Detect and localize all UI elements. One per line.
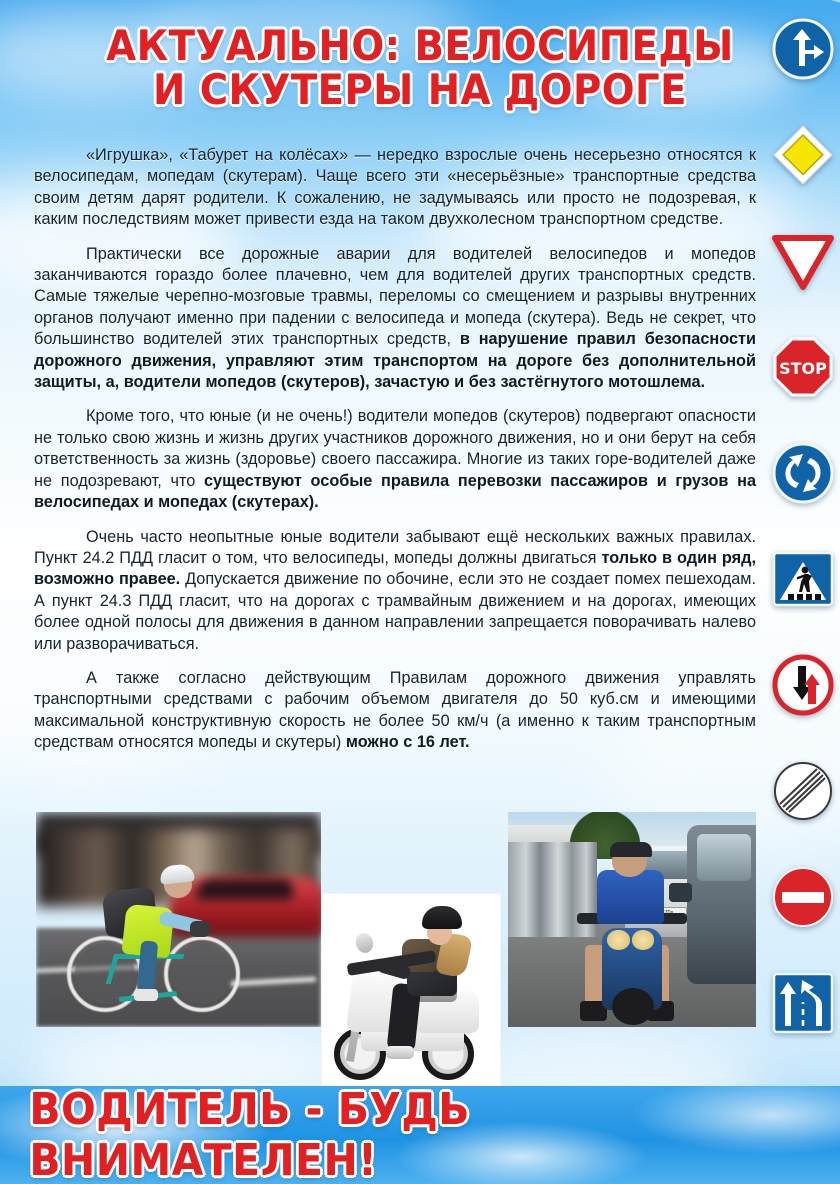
title-line-2: И СКУТЕРЫ НА ДОРОГЕ xyxy=(153,64,687,114)
paragraph: Практически все дорожные аварии для водителей велосипедов и мопедов заканчиваются гораздо более плачевно, чем для водителей других транспортных средств. Самые тяжелые черепно-мозговые травмы, переломы со смещением и разрывы внутренних органов получают именно при падении с велосипеда и мопеда (скутера). Ведь не секрет, что большинство водителей этих транспортных средств, в нарушение правил безопасности дорожного движения, управляют этим транспортом на дороге без дополнительной защиты, а, водители мопедов (скутеров), зачастую и без застёгнутого мотошлема. xyxy=(34,244,756,392)
end-of-all-restrictions-sign xyxy=(772,760,834,822)
photo-scooter-traffic xyxy=(508,812,756,1027)
paragraph: А также согласно действующим Правилам дорожного движения управлять транспортными средствами с рабочим объемом двигателя до 50 куб.см и имеющими максимальной конструктивную скорость не более 50 км/ч (а именно к таким транспортным средствам относятся мопеды и скутеры) можно с 16 лет. xyxy=(34,668,756,752)
photo-girl-scooter xyxy=(322,894,500,1090)
photo-scooter-traffic-scene xyxy=(508,812,756,1027)
photo-cyclist-scene xyxy=(36,812,321,1027)
bottom-banner xyxy=(0,1086,840,1184)
pedestrian-crossing-sign xyxy=(772,548,834,610)
stop-sign xyxy=(772,336,834,398)
priority-oncoming-sign xyxy=(772,654,834,716)
priority-road-sign xyxy=(772,124,834,186)
give-way-sign xyxy=(772,230,834,292)
paragraph: Кроме того, что юные (и не очень!) водители мопедов (скутеров) подвергают опасности не только свою жизнь и жизнь других участников дорожного движения, но и они берут на себя ответственность за жизнь (здоровье) своего пассажира. Многие из таких горе-водителей даже не подозревают, что существуют особые правила перевозки пассажиров и грузов на велосипедах и мопедах (скутерах). xyxy=(34,407,757,512)
road-sign-rail xyxy=(768,18,840,1078)
paragraph: «Игрушка», «Табурет на колёсах» — нередко взрослые очень несерьезно относятся к велосипедам, мопедам (скутерам). Чаще всего эти «несерьёзные» транспортные средства своим детям дарят родители. К сожалению, не задумываясь или просто не подозревая, к каким последствиям может привести езда на таком двухколесном транспортном средстве. xyxy=(34,146,756,229)
roundabout-sign xyxy=(772,442,834,504)
title-line-1: АКТУАЛЬНО: ВЕЛОСИПЕДЫ xyxy=(106,21,734,70)
svg-text:STOP: STOP xyxy=(779,359,827,378)
paragraph: Очень часто неопытные юные водители забывают ещё нескольких важных правилах. Пункт 24.2 ПДД гласит о том, что велосипеды, мопеды должны двигаться только в один ряд, возможно правее. Допускается движение по обочине, если это не создает помех пешеходам. А пункт 24.3 ПДД гласит, что на дорогах с трамвайным движением и на дорогах, имеющих более одной полосы для движения в данном направлении запрещается поворачивать налево или разворачиваться. xyxy=(34,527,756,653)
poster-title xyxy=(0,21,840,114)
photo-girl-scooter-scene xyxy=(322,894,500,1090)
no-entry-sign xyxy=(772,866,834,928)
photo-cyclist xyxy=(36,812,321,1027)
banner-text: ВОДИТЕЛЬ - БУДЬ ВНИМАТЕЛЕН! xyxy=(29,1084,470,1184)
lane-directions-sign xyxy=(772,972,834,1034)
article-body xyxy=(34,145,756,767)
straight-or-right-sign xyxy=(772,18,834,80)
